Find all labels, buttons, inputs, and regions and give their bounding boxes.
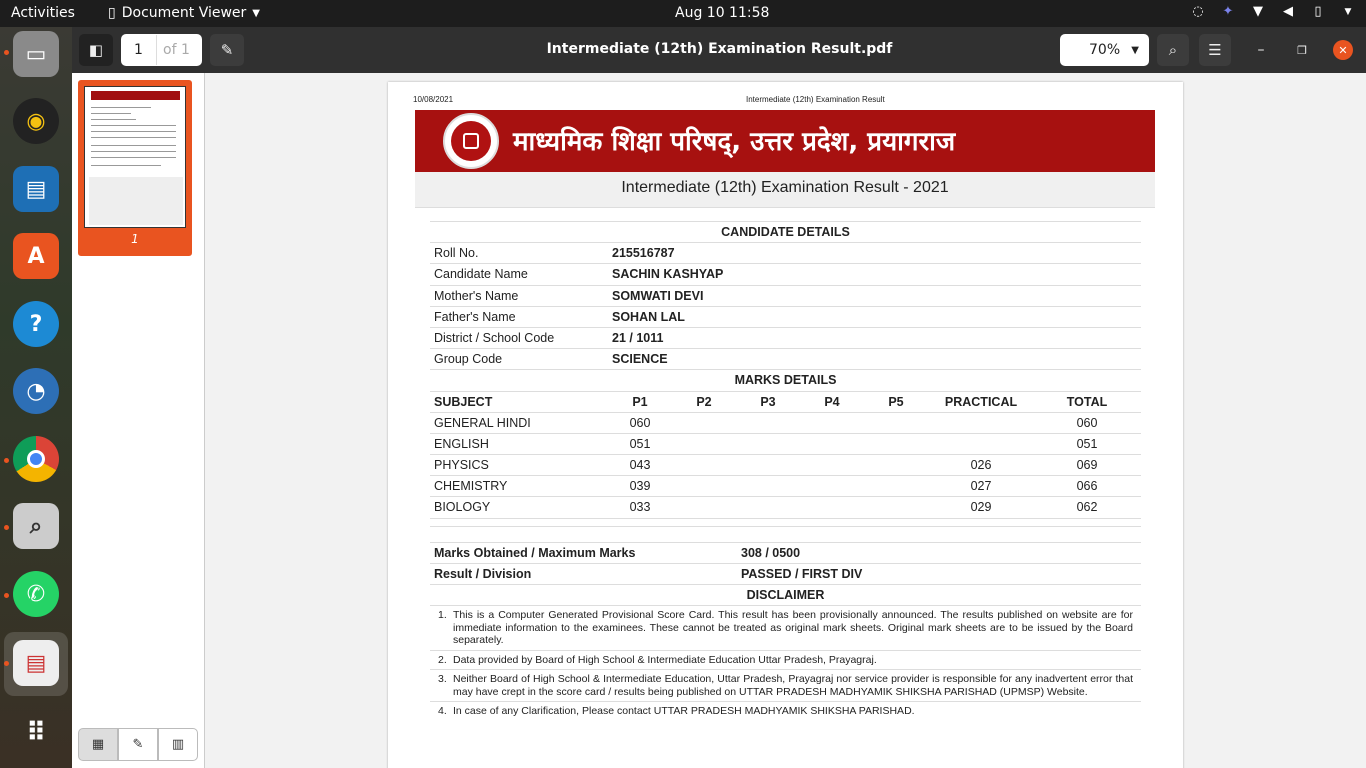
window-header (72, 27, 1366, 73)
thumbnail-line (91, 119, 136, 120)
clock[interactable]: Aug 10 11:58 (675, 5, 770, 21)
wifi-icon[interactable]: ▼ (1253, 4, 1263, 19)
candidate-value: 215516787 (612, 246, 675, 261)
thumbnail-page (84, 86, 186, 228)
thumbnail-page-number: 1 (131, 232, 139, 246)
volume-icon[interactable]: ◀ (1283, 4, 1293, 19)
disclaimer-text: This is a Computer Generated Provisional Score Card. This result has been provisionally announced. The results published on website are for immediate information to the examinees. These cannot be treated as original mark sheets. Original mark sheets are to be issued by the Board separately. (453, 609, 1133, 647)
marks-row (430, 454, 1141, 475)
app-menu-label: Document Viewer (121, 5, 247, 21)
running-indicator (4, 50, 9, 55)
subject-name: GENERAL HINDI (434, 415, 531, 430)
candidate-label: District / School Code (434, 330, 555, 345)
page-current-input[interactable]: 1 (121, 35, 157, 65)
marks-row (430, 496, 1141, 517)
document-view[interactable] (205, 73, 1366, 768)
battery-icon[interactable]: ▯ (1314, 4, 1322, 19)
marks-column-header: TOTAL (1066, 394, 1108, 409)
running-indicator (4, 458, 9, 463)
thumbnail-line (91, 107, 151, 108)
disclaimer-number: 2. (438, 653, 447, 666)
search-icon: ⌕ (1168, 41, 1178, 59)
marks-header-row (430, 391, 1141, 412)
annotation-icon: ✎ (132, 737, 144, 752)
disclaimer-item (430, 701, 1141, 721)
disclaimer-number: 1. (438, 609, 447, 622)
marks-cell: 066 (1076, 479, 1098, 494)
marks-table (430, 412, 1141, 518)
page-thumbnail[interactable] (78, 80, 192, 256)
thumbnail-line (91, 165, 161, 166)
thumbnail-line (91, 137, 176, 138)
maximize-icon: ❐ (1297, 43, 1307, 57)
marks-cell: 051 (629, 436, 651, 451)
marks-row (430, 433, 1141, 454)
annotate-button[interactable] (210, 34, 244, 66)
page-number-field[interactable] (121, 34, 202, 66)
thumbnail-line (91, 113, 131, 114)
summary-value: 308 / 0500 (741, 545, 801, 560)
sidebar-toggle-button[interactable] (79, 34, 113, 66)
activities-button[interactable]: Activities (11, 5, 75, 21)
candidate-row (430, 242, 1141, 263)
result-content (430, 221, 1141, 721)
candidate-label: Roll No. (434, 246, 479, 261)
marks-column-header: P1 (632, 394, 648, 409)
subject-name: BIOLOGY (434, 500, 491, 515)
libreoffice-impress-icon[interactable]: ▤ (13, 166, 59, 212)
disclaimer-text: Neither Board of High School & Intermediate Education, Uttar Pradesh, Prayagraj nor service provider is responsible for any inadvertent error that may have crept in the score card / results being published on UTTAR PRADESH MADHYAMIK SHIKSHA PARISHAD (UPMSP) Website. (453, 673, 1133, 698)
minimize-button[interactable] (1249, 34, 1273, 66)
marks-row (430, 412, 1141, 433)
divider (430, 526, 1141, 542)
disclaimer-text: Data provided by Board of High School & Intermediate Education Uttar Pradesh, Prayagraj. (453, 653, 877, 666)
marks-column-header: P5 (888, 394, 904, 409)
minimize-icon: – (1257, 42, 1265, 58)
divider (430, 518, 1141, 526)
marks-column-header: P3 (760, 394, 776, 409)
candidate-row (430, 306, 1141, 327)
document-viewer-dock-icon[interactable]: ▤ (13, 640, 59, 686)
marks-cell: 069 (1076, 458, 1098, 473)
subject-name: CHEMISTRY (434, 479, 508, 494)
bookmarks-tab[interactable] (158, 728, 198, 761)
logo-symbol (463, 133, 479, 149)
candidate-row (430, 263, 1141, 284)
maximize-button[interactable] (1290, 34, 1314, 66)
candidate-value: SCIENCE (612, 352, 668, 367)
marks-cell: 033 (629, 500, 651, 515)
thumbnail-blank (89, 177, 183, 225)
candidate-value: 21 / 1011 (612, 330, 664, 345)
marks-row (430, 475, 1141, 496)
candidate-row (430, 348, 1141, 369)
candidate-details (430, 242, 1141, 369)
close-icon: ✕ (1338, 43, 1348, 57)
dock (0, 27, 72, 768)
marks-column-header: P4 (824, 394, 840, 409)
marks-cell: 043 (629, 458, 651, 473)
marks-column-header: P2 (696, 394, 712, 409)
marks-column-header: PRACTICAL (944, 394, 1018, 409)
app-menu[interactable] (108, 5, 260, 21)
summary-label: Result / Division (434, 566, 532, 581)
search-button[interactable] (1157, 34, 1189, 66)
book-icon: ▥ (171, 737, 185, 752)
sidebar-icon: ◧ (88, 41, 104, 59)
marks-cell: 026 (970, 458, 992, 473)
marks-cell: 027 (970, 479, 992, 494)
candidate-row (430, 285, 1141, 306)
close-button[interactable] (1333, 40, 1353, 60)
chevron-down-icon: ▼ (252, 7, 260, 19)
thumbnails-tab[interactable] (78, 728, 118, 761)
document-viewer-icon: ▯ (108, 5, 116, 21)
grid-icon: ▦ (91, 737, 105, 752)
thumbnail-line (91, 157, 176, 158)
running-indicator (4, 593, 9, 598)
print-date: 10/08/2021 (413, 95, 454, 104)
logo-emblem (451, 121, 491, 161)
candidate-label: Candidate Name (434, 267, 528, 282)
board-logo-icon (443, 113, 499, 169)
summary-row (430, 563, 1141, 584)
candidate-heading: CANDIDATE DETAILS (430, 221, 1141, 242)
marks-cell: 029 (970, 500, 992, 515)
thumbnail-banner (91, 91, 180, 100)
result-title: Intermediate (12th) Examination Result - 2021 (415, 172, 1155, 208)
summary (430, 542, 1141, 584)
thumbnail-line (91, 151, 176, 152)
candidate-value: SACHIN KASHYAP (612, 267, 724, 282)
window-title: Intermediate (12th) Examination Result.pdf (546, 41, 893, 57)
marks-cell: 039 (629, 479, 651, 494)
disclaimer-item (430, 605, 1141, 650)
page-total-label: of 1 (163, 42, 190, 58)
annotations-tab[interactable] (118, 728, 158, 761)
disclaimer-number: 3. (438, 673, 447, 686)
disclaimer-text: In case of any Clarification, Please contact UTTAR PRADESH MADHYAMIK SHIKSHA PARISHAD. (453, 705, 915, 718)
summary-label: Marks Obtained / Maximum Marks (434, 545, 636, 560)
chrome-icon[interactable] (13, 436, 59, 482)
marks-cell: 051 (1076, 436, 1098, 451)
help-icon[interactable]: ? (13, 301, 59, 347)
image-viewer-icon[interactable]: ⌕ (13, 503, 59, 549)
whatsapp-tray-icon[interactable]: ◌ (1192, 4, 1204, 19)
teams-tray-icon[interactable]: ✦ (1222, 4, 1234, 19)
marks-cell: 062 (1076, 500, 1098, 515)
power-menu-chevron-icon[interactable]: ▼ (1344, 7, 1352, 17)
board-banner (415, 110, 1155, 172)
marks-column-header: SUBJECT (434, 394, 493, 409)
disclaimer-number: 4. (438, 705, 447, 718)
running-indicator (4, 661, 9, 666)
candidate-value: SOHAN LAL (612, 309, 685, 324)
candidate-row (430, 327, 1141, 348)
disclaimer-heading: DISCLAIMER (430, 584, 1141, 605)
chevron-down-icon: ▼ (1131, 44, 1139, 56)
ubuntu-software-icon[interactable]: A (13, 233, 59, 279)
sidebar-tabs (78, 728, 198, 761)
marks-cell: 060 (1076, 415, 1098, 430)
subject-name: ENGLISH (434, 436, 489, 451)
menu-button[interactable] (1199, 34, 1231, 66)
zoom-value: 70% (1089, 42, 1121, 58)
banner-title: माध्यमिक शिक्षा परिषद्, उत्तर प्रदेश, प्रयागराज (513, 127, 956, 157)
zoom-select[interactable] (1060, 34, 1149, 66)
candidate-label: Mother's Name (434, 288, 519, 303)
candidate-value: SOMWATI DEVI (612, 288, 704, 303)
disclaimer-item (430, 650, 1141, 670)
disclaimer-list (430, 605, 1141, 721)
marks-cell: 060 (629, 415, 651, 430)
disclaimer-item (430, 669, 1141, 701)
chameleon-app-icon[interactable]: ◔ (13, 368, 59, 414)
summary-row (430, 542, 1141, 563)
top-bar (0, 0, 1366, 27)
files-icon[interactable]: ▭ (13, 31, 59, 77)
candidate-label: Group Code (434, 352, 503, 367)
pencil-icon: ✎ (220, 41, 234, 59)
thumbnail-line (91, 125, 176, 126)
candidate-label: Father's Name (434, 309, 516, 324)
whatsapp-icon[interactable]: ✆ (13, 571, 59, 617)
show-applications-icon[interactable]: ⠿ (25, 718, 47, 748)
thumbnail-line (91, 145, 176, 146)
marks-heading: MARKS DETAILS (430, 369, 1141, 390)
print-header-title: Intermediate (12th) Examination Result (746, 95, 885, 104)
summary-value: PASSED / FIRST DIV (741, 566, 863, 581)
hamburger-icon: ☰ (1208, 41, 1222, 59)
thumbnail-sidebar (72, 73, 205, 768)
rhythmbox-icon[interactable]: ◉ (13, 98, 59, 144)
subject-name: PHYSICS (434, 458, 489, 473)
pdf-page (388, 82, 1183, 768)
thumbnail-line (91, 131, 176, 132)
running-indicator (4, 525, 9, 530)
system-tray[interactable] (1190, 4, 1356, 20)
